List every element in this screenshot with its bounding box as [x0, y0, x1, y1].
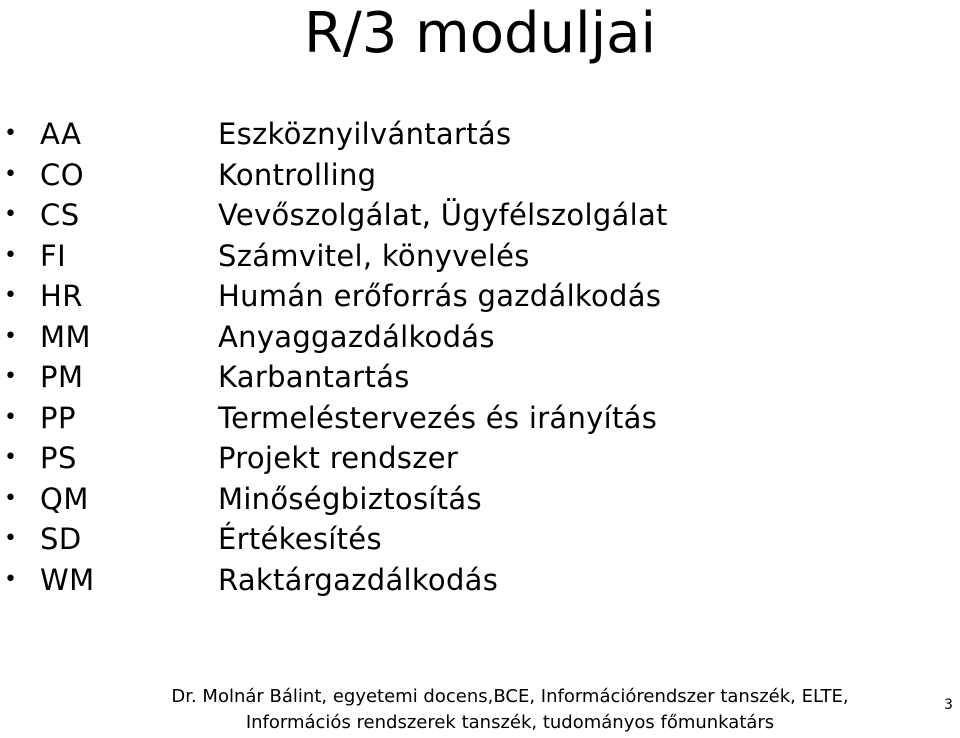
module-name: Eszköznyilvántartás — [218, 117, 512, 151]
module-name: Raktárgazdálkodás — [218, 562, 499, 597]
bullet-icon: • — [4, 161, 17, 187]
module-name: Karbantartás — [218, 360, 410, 394]
module-item-pm — [0, 357, 960, 398]
module-code: CS — [40, 198, 80, 232]
module-name: Projekt rendszer — [218, 441, 459, 475]
module-code: HR — [40, 279, 83, 313]
module-item-cs — [0, 195, 960, 236]
footer-author-line: Dr. Molnár Bálint, egyetemi docens,BCE, Információrendszer tanszék, ELTE, — [171, 686, 849, 707]
module-name: Számvitel, könyvelés — [218, 238, 530, 273]
bullet-icon: • — [4, 404, 17, 430]
module-list — [0, 114, 960, 600]
module-code: AA — [40, 117, 82, 151]
bullet-icon: • — [4, 323, 17, 349]
module-item-fi — [0, 236, 960, 277]
module-name: Vevőszolgálat, Ügyfélszolgálat — [218, 198, 668, 232]
module-item-qm — [0, 479, 960, 520]
module-item-sd — [0, 519, 960, 560]
module-item-pp — [0, 398, 960, 439]
footer-affiliation-line: Információs rendszerek tanszék, tudományos főmunkatárs — [245, 712, 775, 733]
module-name: Anyaggazdálkodás — [218, 319, 495, 354]
module-code: WM — [40, 562, 95, 597]
bullet-icon: • — [4, 526, 17, 551]
slide-title-text: R/3 moduljai — [303, 1, 657, 66]
module-item-ps — [0, 438, 960, 479]
slide-title — [0, 0, 960, 68]
module-name: Értékesítés — [218, 522, 382, 556]
module-name: Humán erőforrás gazdálkodás — [218, 279, 662, 313]
module-name: Kontrolling — [218, 157, 377, 192]
slide-footer — [100, 684, 920, 736]
bullet-icon: • — [4, 566, 17, 592]
module-item-wm — [0, 560, 960, 601]
module-item-mm — [0, 317, 960, 358]
bullet-icon: • — [4, 121, 17, 146]
bullet-icon: • — [4, 445, 17, 470]
module-code: QM — [40, 481, 89, 516]
bullet-icon: • — [4, 485, 17, 511]
bullet-icon: • — [4, 364, 17, 389]
module-code: FI — [40, 238, 67, 273]
module-code: CO — [40, 157, 85, 192]
module-name: Minőségbiztosítás — [218, 481, 482, 516]
bullet-icon: • — [4, 283, 17, 308]
module-code: SD — [40, 522, 82, 556]
module-item-hr — [0, 276, 960, 317]
module-code: PM — [40, 360, 84, 394]
module-code: MM — [40, 319, 92, 354]
module-code: PP — [40, 400, 76, 435]
module-code: PS — [40, 441, 77, 475]
module-item-aa — [0, 114, 960, 155]
module-item-co — [0, 155, 960, 196]
bullet-icon: • — [4, 202, 17, 227]
bullet-icon: • — [4, 242, 17, 268]
module-name: Termeléstervezés és irányítás — [218, 400, 658, 435]
page-number: 3 — [944, 697, 953, 713]
